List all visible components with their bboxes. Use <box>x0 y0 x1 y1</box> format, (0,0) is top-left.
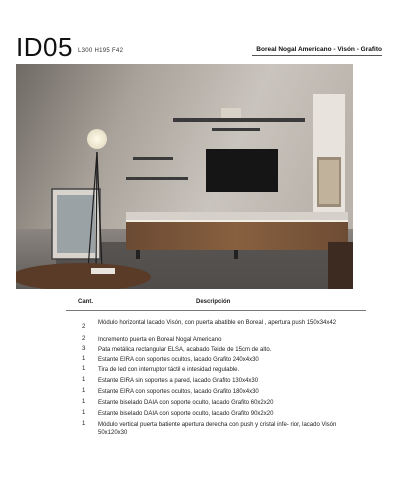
row-quantity: 1 <box>82 356 86 362</box>
row-quantity: 2 <box>82 324 86 330</box>
row-description: Estante biselado DAIA con soporte oculto, lacado Grafito 90x2x20 <box>98 411 274 417</box>
row-description: Módulo horizontal lacado Visón, con puerta abatible en Boreal , apertura push 150x34x42 <box>98 320 337 326</box>
low-unit <box>126 222 348 250</box>
table-row <box>66 319 366 336</box>
row-description: Estante EIRA con soportes ocultos, lacado Grafito 180x4x30 <box>98 389 259 395</box>
model-dimensions: L300 H195 F42 <box>78 48 124 54</box>
page-header <box>0 0 400 62</box>
product-photo <box>16 64 353 289</box>
row-quantity: 1 <box>82 399 86 405</box>
table-row <box>66 366 366 377</box>
column-header-quantity: Cant. <box>78 299 93 305</box>
row-description: Estante EIRA sin soportes a pared, lacado Grafito 130x4x30 <box>98 378 259 384</box>
table-header <box>66 297 366 311</box>
table-row <box>66 336 366 346</box>
components-table <box>66 297 366 436</box>
row-quantity: 1 <box>82 366 86 372</box>
table-row <box>66 346 366 356</box>
row-description: Módulo vertical puerta batiente apertura derecha con push y cristal infe- rior, lacado Visón 50x120x30 <box>98 422 337 436</box>
row-quantity: 1 <box>82 377 86 383</box>
row-quantity: 3 <box>82 346 86 352</box>
row-description: Tira de led con interruptor táctil e intesidad regulable. <box>98 367 240 373</box>
row-description: Pata metálica rectangular ELSA, acabado Teide de 15cm de alto. <box>98 347 272 353</box>
shelf-240 <box>173 118 305 122</box>
finish-underline <box>252 55 382 56</box>
model-code: ID05 <box>16 32 73 62</box>
table-row <box>66 377 366 388</box>
row-quantity: 1 <box>82 410 86 416</box>
column-header-description: Descripción <box>196 299 231 305</box>
row-description: Estante biselado DAIA con soporte oculto, lacado Grafito 60x2x20 <box>98 400 274 406</box>
table-row <box>66 388 366 399</box>
table-row <box>66 410 366 421</box>
finish-label: Boreal Nogal Americano - Visón - Grafito <box>256 46 382 53</box>
tv <box>206 149 278 192</box>
row-quantity: 2 <box>82 336 86 342</box>
living-room-scene <box>16 64 353 289</box>
row-quantity: 1 <box>82 421 86 427</box>
table-row <box>66 421 366 439</box>
row-description: Incremento puerta en Boreal Nogal Americano <box>98 337 222 343</box>
table-row <box>66 356 366 366</box>
table-row <box>66 399 366 410</box>
row-description: Estante EIRA con soportes ocultos, lacado Grafito 240x4x30 <box>98 357 259 363</box>
row-quantity: 1 <box>82 388 86 394</box>
table-body <box>66 319 366 439</box>
lamp-shade <box>87 129 107 149</box>
